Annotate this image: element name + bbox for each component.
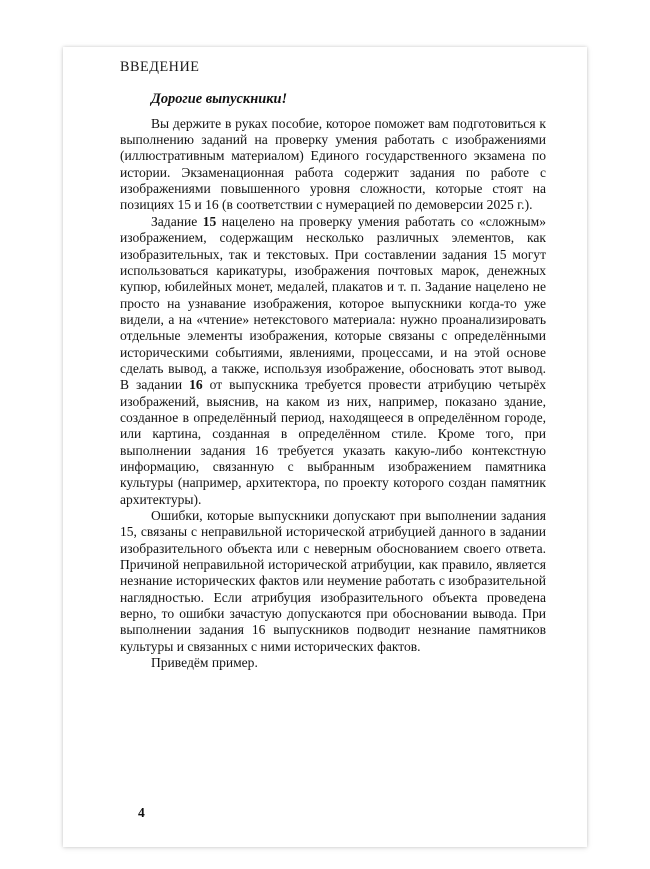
- body-paragraph-3: Ошибки, которые выпускники допускают при выполнении задания 15, связаны с неправильной исторической атрибуцией данного в задании изобразительного объекта или с неверным обоснованием своего ответа. Причиной неправильной исторической атрибуции, как правило, является незнание исторических фактов или неумение работать с изобразительной наглядностью. Если атрибуция изобразительного объекта проведена верно, то ошибки зачастую допускаются при обосновании вывода. При выполнении задания 16 выпускников подводит незнание памятников культуры и связанных с ними исторических фактов.: [120, 508, 546, 654]
- page-title: ВВЕДЕНИЕ: [120, 59, 200, 75]
- salutation-heading: Дорогие выпускники!: [151, 91, 288, 108]
- page-number: 4: [138, 805, 145, 820]
- body-paragraph-2: Задание 15 нацелено на проверку умения работать со «сложным» изображением, содержащим несколько различных элементов, как изобразительных, так и текстовых. При составлении задания 15 могут использоваться карикатуры, изображения почтовых марок, денежных купюр, юбилейных монет, медалей, плакатов и т. п. Задание нацелено не просто на узнавание изображения, которое выпускники когда-то уже видели, а на «чтение» нетекстового материала: нужно проанализировать отдельные элементы изображения, которые связаны с определёнными историческими событиями, явлениями, процессами, и на этой основе сделать вывод, а также, используя изображение, обосновать этот вывод. В задании 16 от выпускника требуется провести атрибуцию четырёх изображений, выяснив, на каком из них, например, показано здание, созданное в определённый период, находящееся в определённом городе, или картина, созданная в определённом стиле. Кроме того, при выполнении задания 16 требуется указать какую-либо контекстную информацию, связанную с выбранным изображением памятника культуры (например, архитектора, по проекту которого создан памятник архитектуры).: [120, 213, 546, 507]
- page-text-column: [120, 59, 546, 671]
- body-paragraph-4: Приведём пример.: [151, 655, 258, 671]
- body-paragraph-1: Вы держите в руках пособие, которое поможет вам подготовиться к выполнению заданий на проверку умения работать с изображениями (иллюстративным материалом) Единого государственного экзамена по истории. Экзаменационная работа содержит задания по работе с изображениями повышенного уровня сложности, которые стоят на позициях 15 и 16 (в соответствии с нумерацией по демоверсии 2025 г.).: [120, 115, 546, 213]
- document-page-sheet: [63, 47, 587, 847]
